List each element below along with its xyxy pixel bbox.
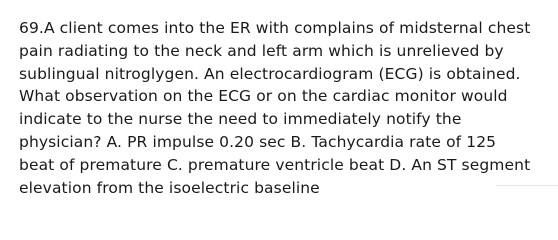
question-text xyxy=(19,17,547,199)
question-line: sublingual nitroglygen. An electrocardiogram (ECG) is obtained. xyxy=(19,64,521,83)
question-line: indicate to the nurse the need to immediately notify the xyxy=(19,110,462,129)
question-line: elevation from the isoelectric baseline xyxy=(19,178,320,197)
question-line: beat of premature C. premature ventricle beat D. An ST segment xyxy=(19,155,531,174)
question-line: 69.A client comes into the ER with complains of midsternal chest xyxy=(19,19,531,37)
divider xyxy=(496,185,558,186)
question-line: physician? A. PR impulse 0.20 sec B. Tachycardia rate of 125 xyxy=(19,132,497,151)
question-line: What observation on the ECG or on the cardiac monitor would xyxy=(19,87,508,106)
question-line: pain radiating to the neck and left arm which is unrelieved by xyxy=(19,41,504,60)
